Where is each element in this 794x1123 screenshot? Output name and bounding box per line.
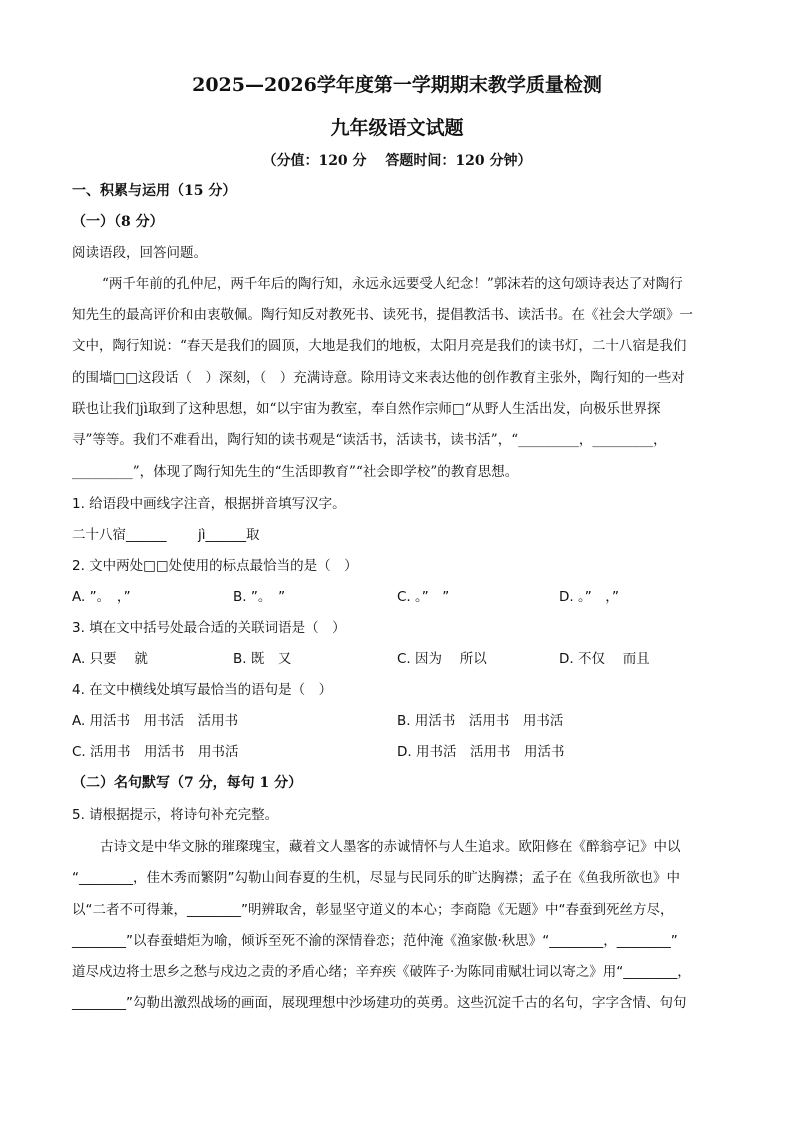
q2-option-d: D. 。” ，” [559,589,619,605]
question-4: 4. 在文中横线处填写最恰当的语句是（ ） [72,682,333,698]
section-heading: 一、积累与运用（15 分） [72,183,237,199]
exam-meta: （分值：120 分 答题时间：120 分钟） [262,153,532,169]
exam-subtitle: 九年级语文试题 [330,117,464,139]
q4-option-d: D. 用书活 活用书 用活书 [397,744,565,760]
q4-option-c: C. 活用书 用活书 用书活 [72,744,239,760]
passage-line: 联也让我们jì取到了这种思想，如“以宇宙为教室，奉自然作宗师□“从野人生活出发，向极乐世界探 [72,401,661,417]
q5-passage-line: 道尽戍边将士思乡之愁与戍边之责的矛盾心绪；辛弃疾《破阵子·为陈同甫赋壮词以寄之》用“________， [72,964,691,980]
passage-line: _________”，体现了陶行知先生的“生活即教育”“社会即学校”的教育思想。 [72,464,519,480]
question-5: 5. 请根据提示，将诗句补充完整。 [72,807,279,823]
passage-line: 文中，陶行知说：“春天是我们的圆顶，大地是我们的地板，太阳月亮是我们的读书灯，二十八宿是我们 [72,338,687,354]
passage-line: “两千年前的孔仲尼，两千年后的陶行知，永远永远要受人纪念！”郭沫若的这句颂诗表达了对陶行 [102,276,683,292]
q2-option-c: C. 。” ” [397,589,450,605]
q5-passage-line: ________”勾勒出激烈战场的画面，展现理想中沙场建功的英勇。这些沉淀千古的名句，字字含情、句句 [72,995,687,1011]
q3-option-d: D. 不仅 而且 [559,651,650,667]
part2-heading: （二）名句默写（7 分，每句 1 分） [72,775,303,791]
q5-passage-line: ________”以春蚕蜡炬为喻，倾诉至死不渝的深情眷恋；范仲淹《渔家傲·秋思》“________，________” [72,933,678,949]
question-1: 1. 给语段中画线字注音，根据拼音填写汉字。 [72,496,346,512]
q5-passage-line: “________，佳木秀而繁阴”勾勒山间春夏的生机，尽显与民同乐的旷达胸襟；孟子在《鱼我所欲也》中 [72,870,680,886]
instruction: 阅读语段，回答问题。 [72,245,207,261]
q4-option-a: A. 用活书 用书活 活用书 [72,713,239,729]
q1-fill-b: jì______取 [198,527,260,543]
q5-passage-line: 以“二者不可得兼，________”明辨取舍，彰显坚守道义的本心；李商隐《无题》中“春蚕到死丝方尽， [72,902,674,918]
passage-line: 知先生的最高评价和由衷敬佩。陶行知反对教死书、读死书，提倡教活书、读活书。在《社会大学颂》一 [72,307,693,323]
q2-option-a: A. ”。 ，” [72,589,131,605]
exam-title: 2025—2026学年度第一学期期末教学质量检测 [192,74,602,96]
passage-line: 寻”等等。我们不难看出，陶行知的读书观是“读活书，活读书，读书活”，“_________，_________， [72,432,667,448]
passage-line: 的围墙□□这段话（ ）深刻，（ ）充满诗意。除用诗文来表达他的创作教育主张外，陶行知的一些对 [72,370,685,386]
q5-passage-line: 古诗文是中华文脉的璀璨瑰宝，藏着文人墨客的赤诚情怀与人生追求。欧阳修在《醉翁亭记》中以 [100,839,681,855]
part1-heading: （一）（8 分） [72,214,164,230]
q3-option-c: C. 因为 所以 [397,651,487,667]
q3-option-a: A. 只要 就 [72,651,148,667]
q1-fill-a: 二十八宿______ [72,527,167,543]
question-2: 2. 文中两处□□处使用的标点最恰当的是（ ） [72,558,358,574]
q3-option-b: B. 既 又 [233,651,292,667]
q4-option-b: B. 用活书 活用书 用书活 [397,713,564,729]
q2-option-b: B. ”。 ” [233,589,286,605]
question-3: 3. 填在文中括号处最合适的关联词语是（ ） [72,620,346,636]
